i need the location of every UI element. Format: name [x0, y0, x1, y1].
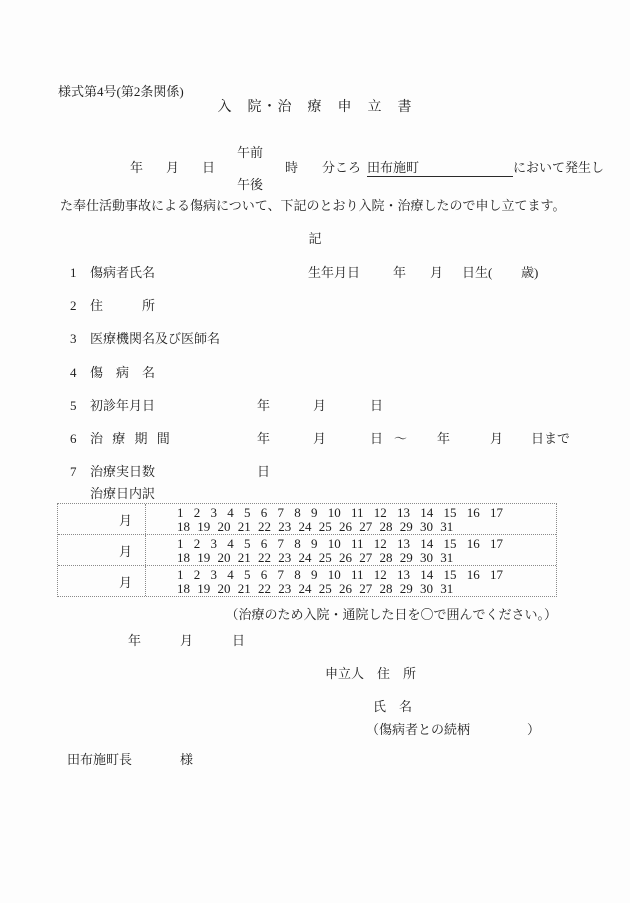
item-label: 住 所 [90, 298, 156, 313]
statement-line: た奉仕活動事故による傷病について、下記のとおり入院・治療したので申し立てます。 [60, 198, 566, 213]
item-label: 初診年月日 [90, 398, 156, 413]
submission-day-label: 日 [232, 633, 246, 648]
relationship-label: （傷病者との続柄 [366, 722, 471, 737]
occurrence-place-field [367, 160, 513, 177]
record-heading: 記 [308, 231, 322, 246]
days-cell [146, 535, 556, 565]
age-label: 歳) [521, 265, 539, 280]
first-visit-year-label: 年 [257, 398, 271, 413]
item-number: 5 [70, 398, 77, 413]
submission-month-label: 月 [180, 633, 194, 648]
pm-label: 午後 [237, 177, 264, 192]
month-cell: 月 [58, 535, 146, 565]
item-label: 医療機関名及び医師名 [90, 331, 221, 346]
item-label: 傷 病 名 [90, 365, 156, 380]
treatment-calendar-table [57, 503, 557, 597]
calendar-row-3 [58, 565, 556, 596]
item-number: 2 [70, 298, 77, 313]
period-start-month-label: 月 [313, 431, 327, 446]
days-1-17: 1 2 3 4 5 6 7 8 9 10 11 12 13 14 15 16 17 [177, 504, 504, 520]
item-label: 治療実日数 [90, 464, 156, 479]
first-visit-day-label: 日 [370, 398, 384, 413]
occurrence-minute-label: 分ころ [322, 160, 362, 175]
days-18-31: 18 19 20 21 22 23 24 25 26 27 28 29 30 31 [177, 518, 454, 534]
birth-day-label: 日生( [462, 265, 493, 280]
item-number: 7 [70, 464, 77, 479]
calendar-caption: （治療のため入院・通院した日を〇で囲んでください。） [225, 607, 557, 622]
item-number: 6 [70, 431, 77, 446]
birth-month-label: 月 [430, 265, 444, 280]
birthdate-label: 生年月日 [308, 265, 361, 280]
occurrence-year-label: 年 [130, 160, 144, 175]
period-end-day-label: 日まで [531, 431, 571, 446]
applicant-address-line: 申立人 住 所 [325, 666, 417, 681]
item-label: 傷病者氏名 [90, 265, 156, 280]
addressee-name: 田布施町長 [67, 752, 133, 767]
days-18-31: 18 19 20 21 22 23 24 25 26 27 28 29 30 31 [177, 580, 454, 596]
period-start-year-label: 年 [257, 431, 271, 446]
days-cell [146, 566, 556, 596]
submission-year-label: 年 [128, 633, 142, 648]
days-1-17: 1 2 3 4 5 6 7 8 9 10 11 12 13 14 15 16 17 [177, 535, 504, 551]
period-end-year-label: 年 [437, 431, 451, 446]
occurrence-hour-label: 時 [285, 160, 299, 175]
month-cell: 月 [58, 504, 146, 534]
occurrence-day-label: 日 [202, 160, 216, 175]
period-tilde: ～ [394, 431, 408, 446]
item-label: 治 療 期 間 [90, 431, 170, 446]
days-1-17: 1 2 3 4 5 6 7 8 9 10 11 12 13 14 15 16 17 [177, 566, 504, 582]
treatment-days-unit: 日 [257, 464, 271, 479]
item-number: 1 [70, 265, 77, 280]
occurrence-suffix: において発生し [513, 160, 605, 175]
calendar-row-2 [58, 534, 556, 565]
item-number: 4 [70, 365, 77, 380]
calendar-row-1 [58, 504, 556, 534]
am-label: 午前 [237, 145, 264, 160]
days-cell [146, 504, 556, 534]
period-end-month-label: 月 [490, 431, 504, 446]
addressee-honorific: 様 [180, 752, 194, 767]
treatment-breakdown-label: 治療日内訳 [90, 486, 156, 501]
month-cell: 月 [58, 566, 146, 596]
days-18-31: 18 19 20 21 22 23 24 25 26 27 28 29 30 31 [177, 549, 454, 565]
birth-year-label: 年 [393, 265, 407, 280]
item-number: 3 [70, 331, 77, 346]
form-number: 様式第4号(第2条関係) [58, 84, 184, 99]
applicant-name-line: 氏 名 [373, 699, 413, 714]
page-title: 入 院・治 療 申 立 書 [217, 100, 413, 115]
place-name: 田布施町 [367, 160, 420, 175]
first-visit-month-label: 月 [313, 398, 327, 413]
period-start-day-label: 日 [370, 431, 384, 446]
occurrence-month-label: 月 [166, 160, 180, 175]
relationship-close-paren: ） [527, 722, 541, 737]
